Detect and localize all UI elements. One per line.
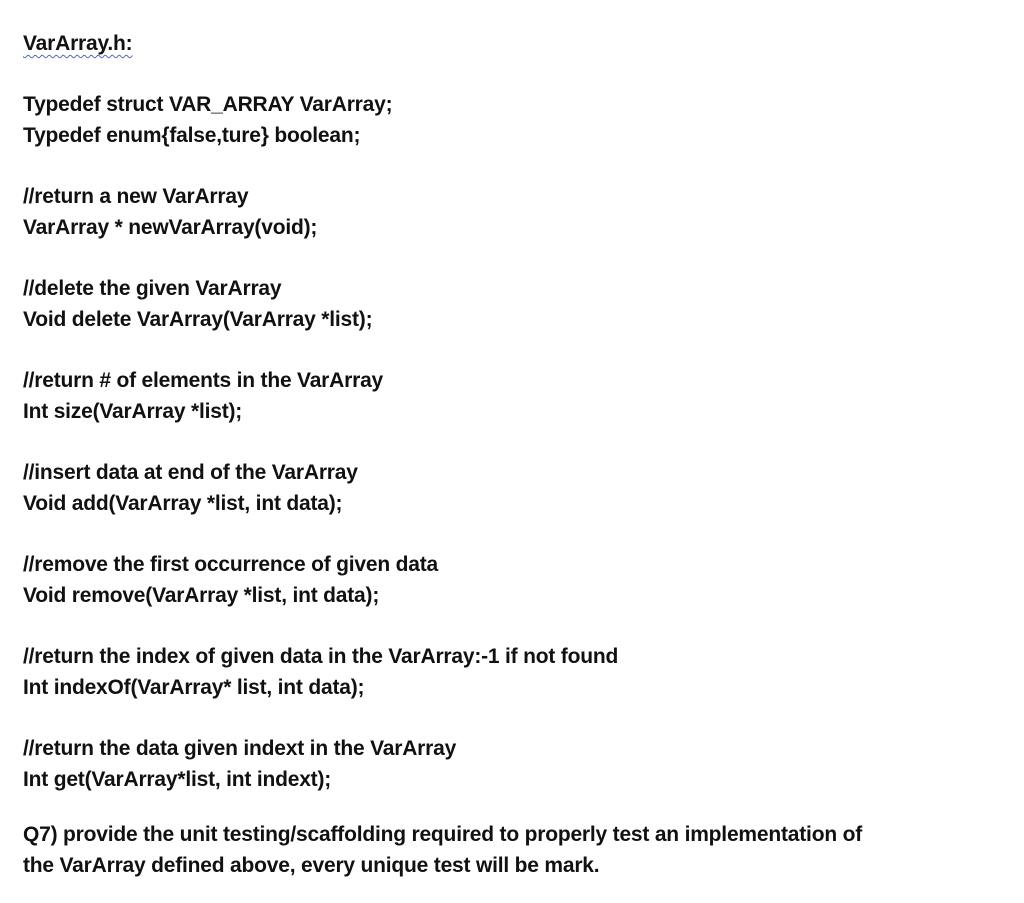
question-line-2: the VarArray defined above, every unique test will be mark. <box>23 854 600 877</box>
document-page <box>23 28 1003 881</box>
comment-delete-vararray: //delete the given VarArray <box>23 277 282 300</box>
decl-size: Int size(VarArray *list); <box>23 400 243 423</box>
question-line-1: Q7) provide the unit testing/scaffolding required to properly test an implementation of <box>23 823 863 846</box>
typedef-struct-line: Typedef struct VAR_ARRAY VarArray; <box>23 93 393 116</box>
decl-delete-vararray: Void delete VarArray(VarArray *list); <box>23 308 373 331</box>
decl-add: Void add(VarArray *list, int data); <box>23 492 343 515</box>
comment-get: //return the data given indext in the VarArray <box>23 737 457 760</box>
comment-remove: //remove the first occurrence of given data <box>23 553 439 576</box>
comment-new-vararray: //return a new VarArray <box>23 185 249 208</box>
comment-add: //insert data at end of the VarArray <box>23 461 358 484</box>
comment-index-of: //return the index of given data in the VarArray:-1 if not found <box>23 645 619 668</box>
header-filename <box>23 28 1003 59</box>
typedef-enum-line: Typedef enum{false,ture} boolean; <box>23 124 361 147</box>
decl-new-vararray: VarArray * newVarArray(void); <box>23 216 318 239</box>
decl-index-of: Int indexOf(VarArray* list, int data); <box>23 676 365 699</box>
decl-remove: Void remove(VarArray *list, int data); <box>23 584 380 607</box>
decl-get: Int get(VarArray*list, int indext); <box>23 768 332 791</box>
comment-size: //return # of elements in the VarArray <box>23 369 384 392</box>
header-filename-text: VarArray.h: <box>23 32 133 55</box>
